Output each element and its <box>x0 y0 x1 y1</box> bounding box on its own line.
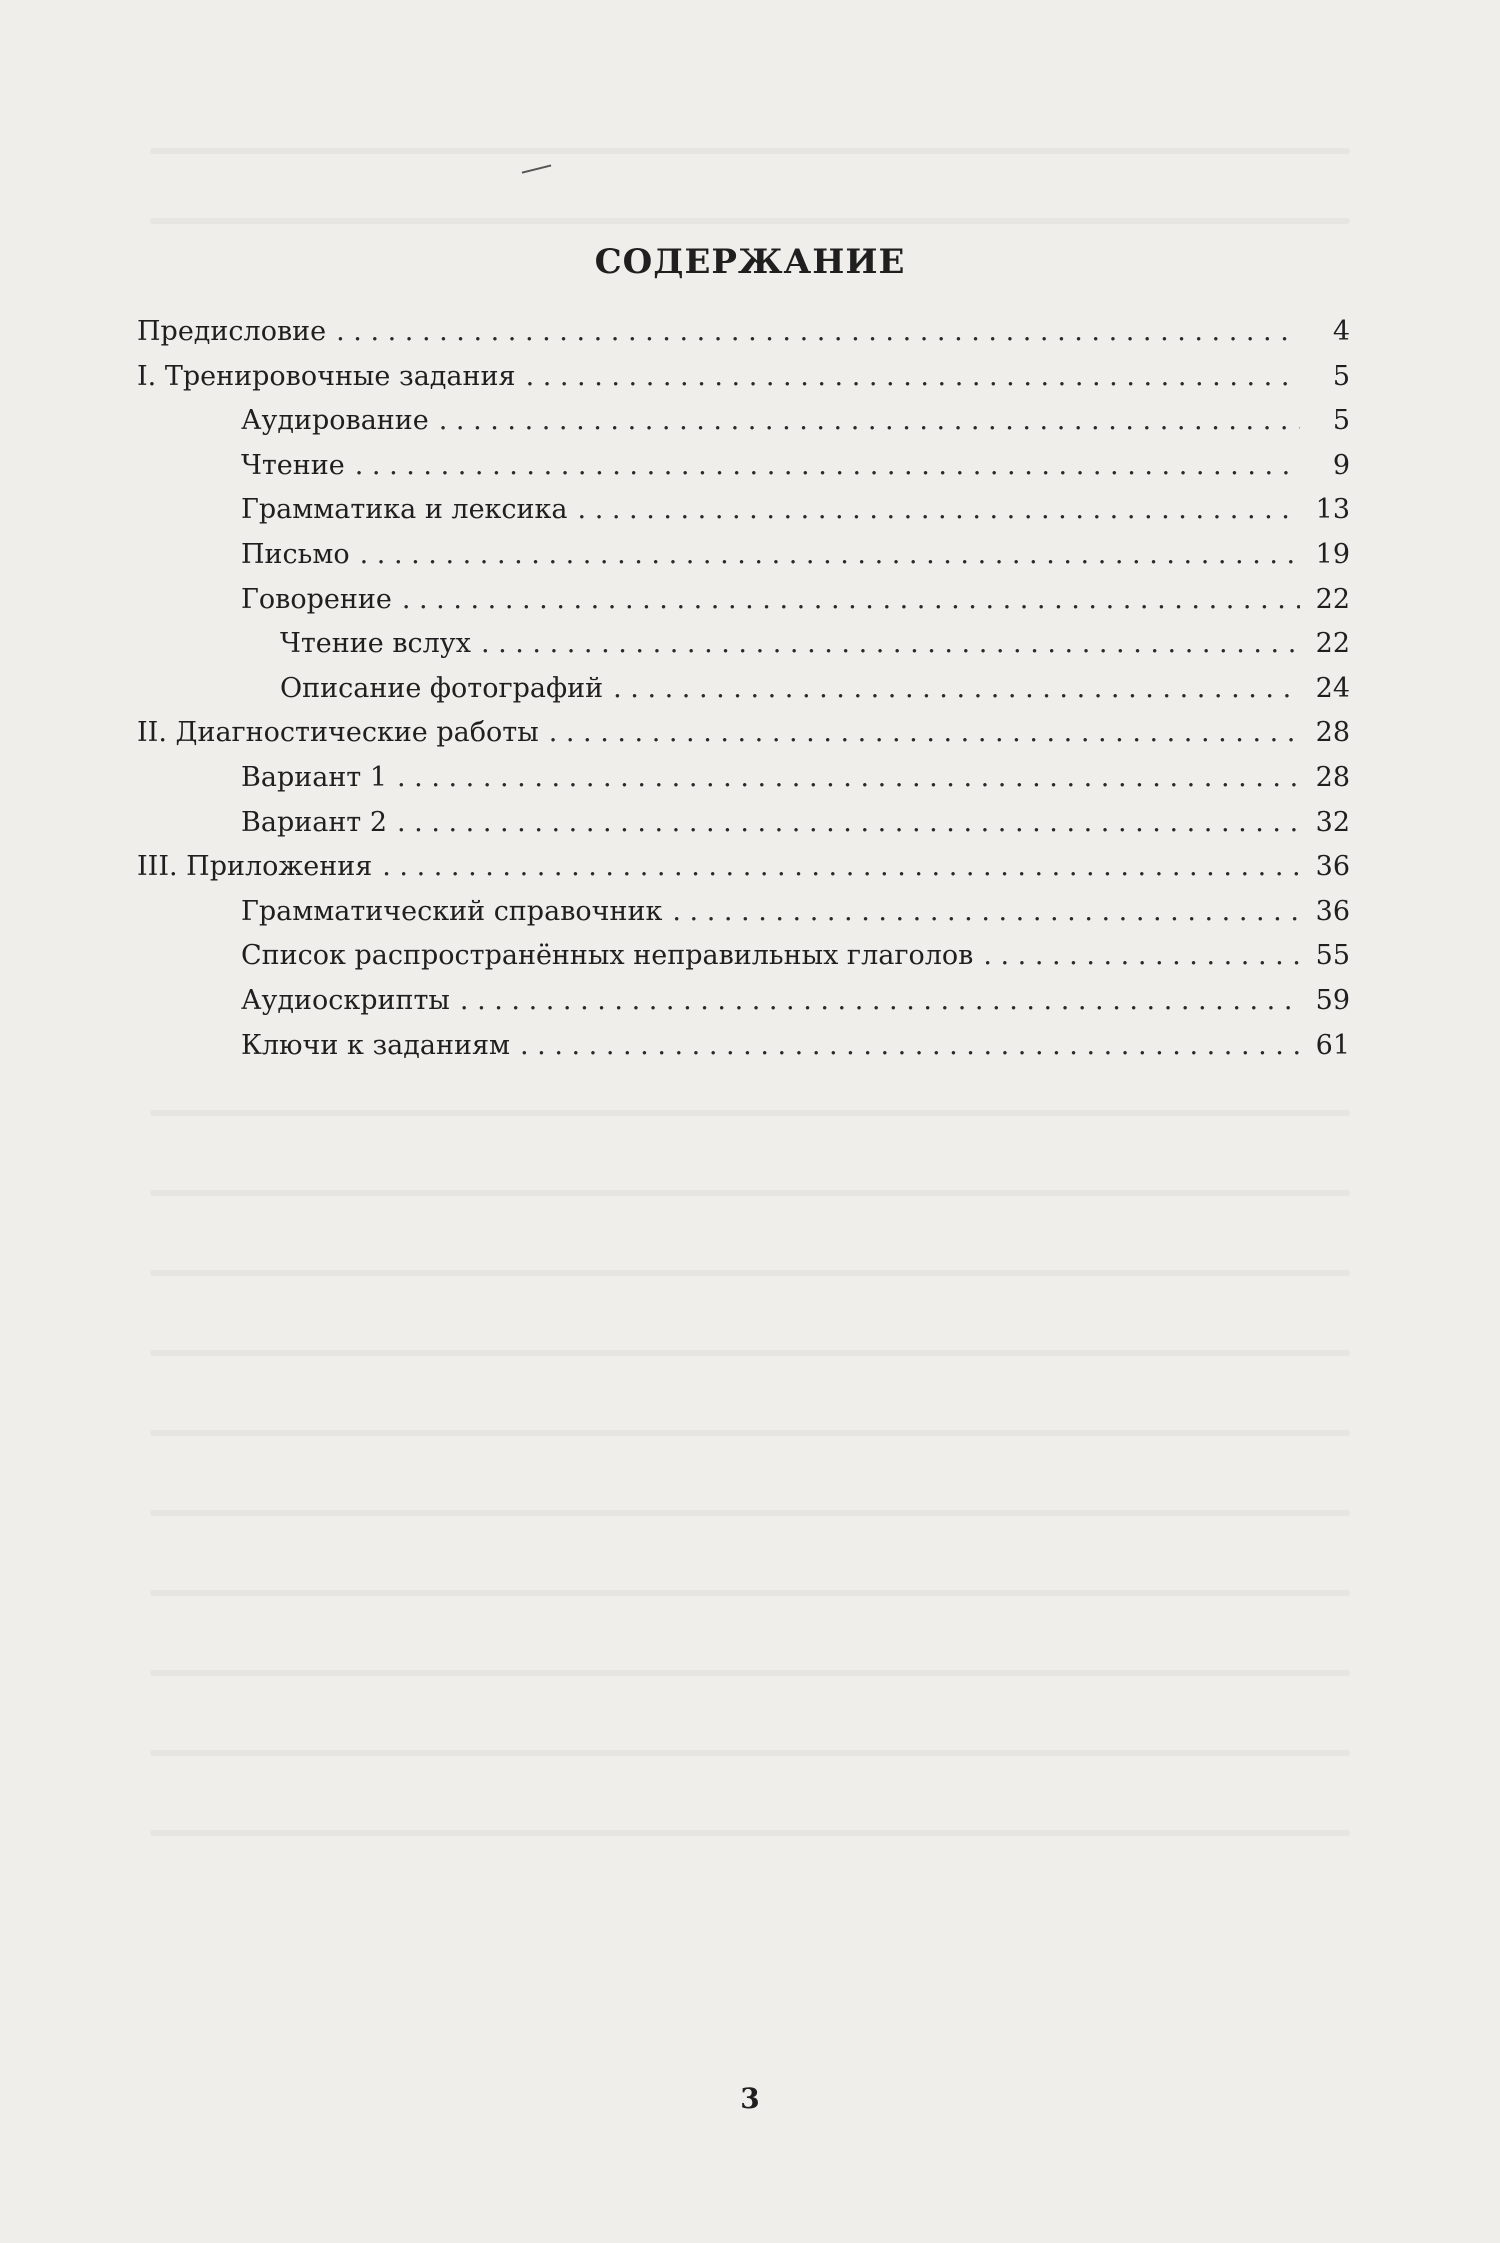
toc-entry-label: Описание фотографий <box>280 672 604 704</box>
toc-leader-dots <box>397 807 1300 838</box>
page-number: 3 <box>740 2082 760 2115</box>
toc-entry-page: 55 <box>1315 940 1350 972</box>
toc-entry-training-tasks[interactable] <box>137 361 1350 406</box>
toc-entry-page: 61 <box>1315 1029 1350 1061</box>
toc-entry-label: Чтение вслух <box>280 628 471 660</box>
show-through-line <box>150 1510 1350 1516</box>
toc-entry-label: Список распространённых неправильных глаголов <box>241 940 974 972</box>
toc-entry-label: II. Диагностические работы <box>137 717 539 749</box>
toc-entry-irregular-verbs[interactable] <box>137 940 1350 985</box>
toc-entry-page: 4 <box>1332 316 1350 347</box>
toc-entry-page: 28 <box>1315 761 1350 793</box>
toc-entry-page: 13 <box>1315 494 1350 526</box>
toc-entry-variant-2[interactable] <box>137 807 1350 852</box>
toc-entry-page: 22 <box>1315 628 1350 660</box>
toc-entry-label: Грамматический справочник <box>241 895 663 927</box>
toc-leader-dots <box>460 985 1300 1016</box>
toc-entry-page: 24 <box>1315 672 1350 704</box>
toc-entry-speaking[interactable] <box>137 584 1350 629</box>
toc-entry-label: Чтение <box>241 449 345 481</box>
show-through-line <box>150 148 1350 154</box>
toc-leader-dots <box>355 450 1300 481</box>
toc-entry-grammar-reference[interactable] <box>137 896 1350 941</box>
toc-entry-page: 19 <box>1315 538 1350 570</box>
toc-entry-preface[interactable] <box>137 316 1350 361</box>
show-through-line <box>150 1670 1350 1676</box>
toc-entry-writing[interactable] <box>137 539 1350 584</box>
toc-entry-appendices[interactable] <box>137 851 1350 896</box>
toc-leader-dots <box>397 762 1300 793</box>
toc-entry-label: Вариант 2 <box>241 806 388 838</box>
show-through-line <box>150 1110 1350 1116</box>
toc-entry-label: I. Тренировочные задания <box>137 360 516 392</box>
toc-entry-label: Письмо <box>241 538 350 570</box>
show-through-line <box>150 1830 1350 1836</box>
show-through-line <box>150 1350 1350 1356</box>
toc-leader-dots <box>360 539 1300 570</box>
toc-entry-page: 59 <box>1315 984 1350 1016</box>
toc-entry-label: Говорение <box>241 583 392 615</box>
toc-leader-dots <box>526 361 1300 392</box>
toc-entry-page: 28 <box>1315 717 1350 749</box>
toc-entry-label: Вариант 1 <box>241 761 388 793</box>
toc-entry-label: Аудирование <box>241 405 429 437</box>
toc-entry-page: 36 <box>1315 895 1350 927</box>
show-through-line <box>150 1590 1350 1596</box>
toc-leader-dots <box>983 940 1300 971</box>
toc-entry-listening[interactable] <box>137 405 1350 450</box>
toc-entry-reading-aloud[interactable] <box>137 628 1350 673</box>
toc-entry-grammar-vocabulary[interactable] <box>137 494 1350 539</box>
toc-entry-label: Аудиоскрипты <box>241 984 450 1016</box>
show-through-line <box>150 1270 1350 1276</box>
toc-entry-page: 22 <box>1315 583 1350 615</box>
toc-entry-diagnostic-works[interactable] <box>137 717 1350 762</box>
toc-leader-dots <box>481 628 1300 659</box>
toc-leader-dots <box>549 717 1300 748</box>
toc-entry-audioscripts[interactable] <box>137 985 1350 1030</box>
toc-entry-label: Предисловие <box>137 316 327 347</box>
toc-entry-page: 36 <box>1315 851 1350 883</box>
toc-entry-photo-description[interactable] <box>137 673 1350 718</box>
toc-entry-label: Грамматика и лексика <box>241 494 568 526</box>
table-of-contents <box>137 316 1350 1074</box>
toc-entry-label: III. Приложения <box>137 851 373 883</box>
show-through-line <box>150 1430 1350 1436</box>
toc-entry-page: 9 <box>1332 449 1350 481</box>
show-through-line <box>150 218 1350 224</box>
toc-entry-label: Ключи к заданиям <box>241 1029 511 1061</box>
toc-leader-dots <box>402 584 1300 615</box>
toc-leader-dots <box>672 896 1300 927</box>
toc-entry-variant-1[interactable] <box>137 762 1350 807</box>
toc-entry-answer-keys[interactable] <box>137 1030 1350 1075</box>
toc-leader-dots <box>439 405 1300 436</box>
toc-entry-reading[interactable] <box>137 450 1350 495</box>
show-through-line <box>150 1190 1350 1196</box>
toc-leader-dots <box>578 494 1300 525</box>
toc-entry-page: 32 <box>1315 806 1350 838</box>
show-through-line <box>150 1750 1350 1756</box>
toc-leader-dots <box>520 1030 1300 1061</box>
toc-leader-dots <box>613 673 1300 704</box>
toc-entry-page: 5 <box>1332 405 1350 437</box>
toc-leader-dots <box>336 316 1300 347</box>
page-title: СОДЕРЖАНИЕ <box>594 242 906 282</box>
toc-entry-page: 5 <box>1332 360 1350 392</box>
toc-leader-dots <box>382 851 1300 882</box>
pen-mark <box>522 164 553 177</box>
